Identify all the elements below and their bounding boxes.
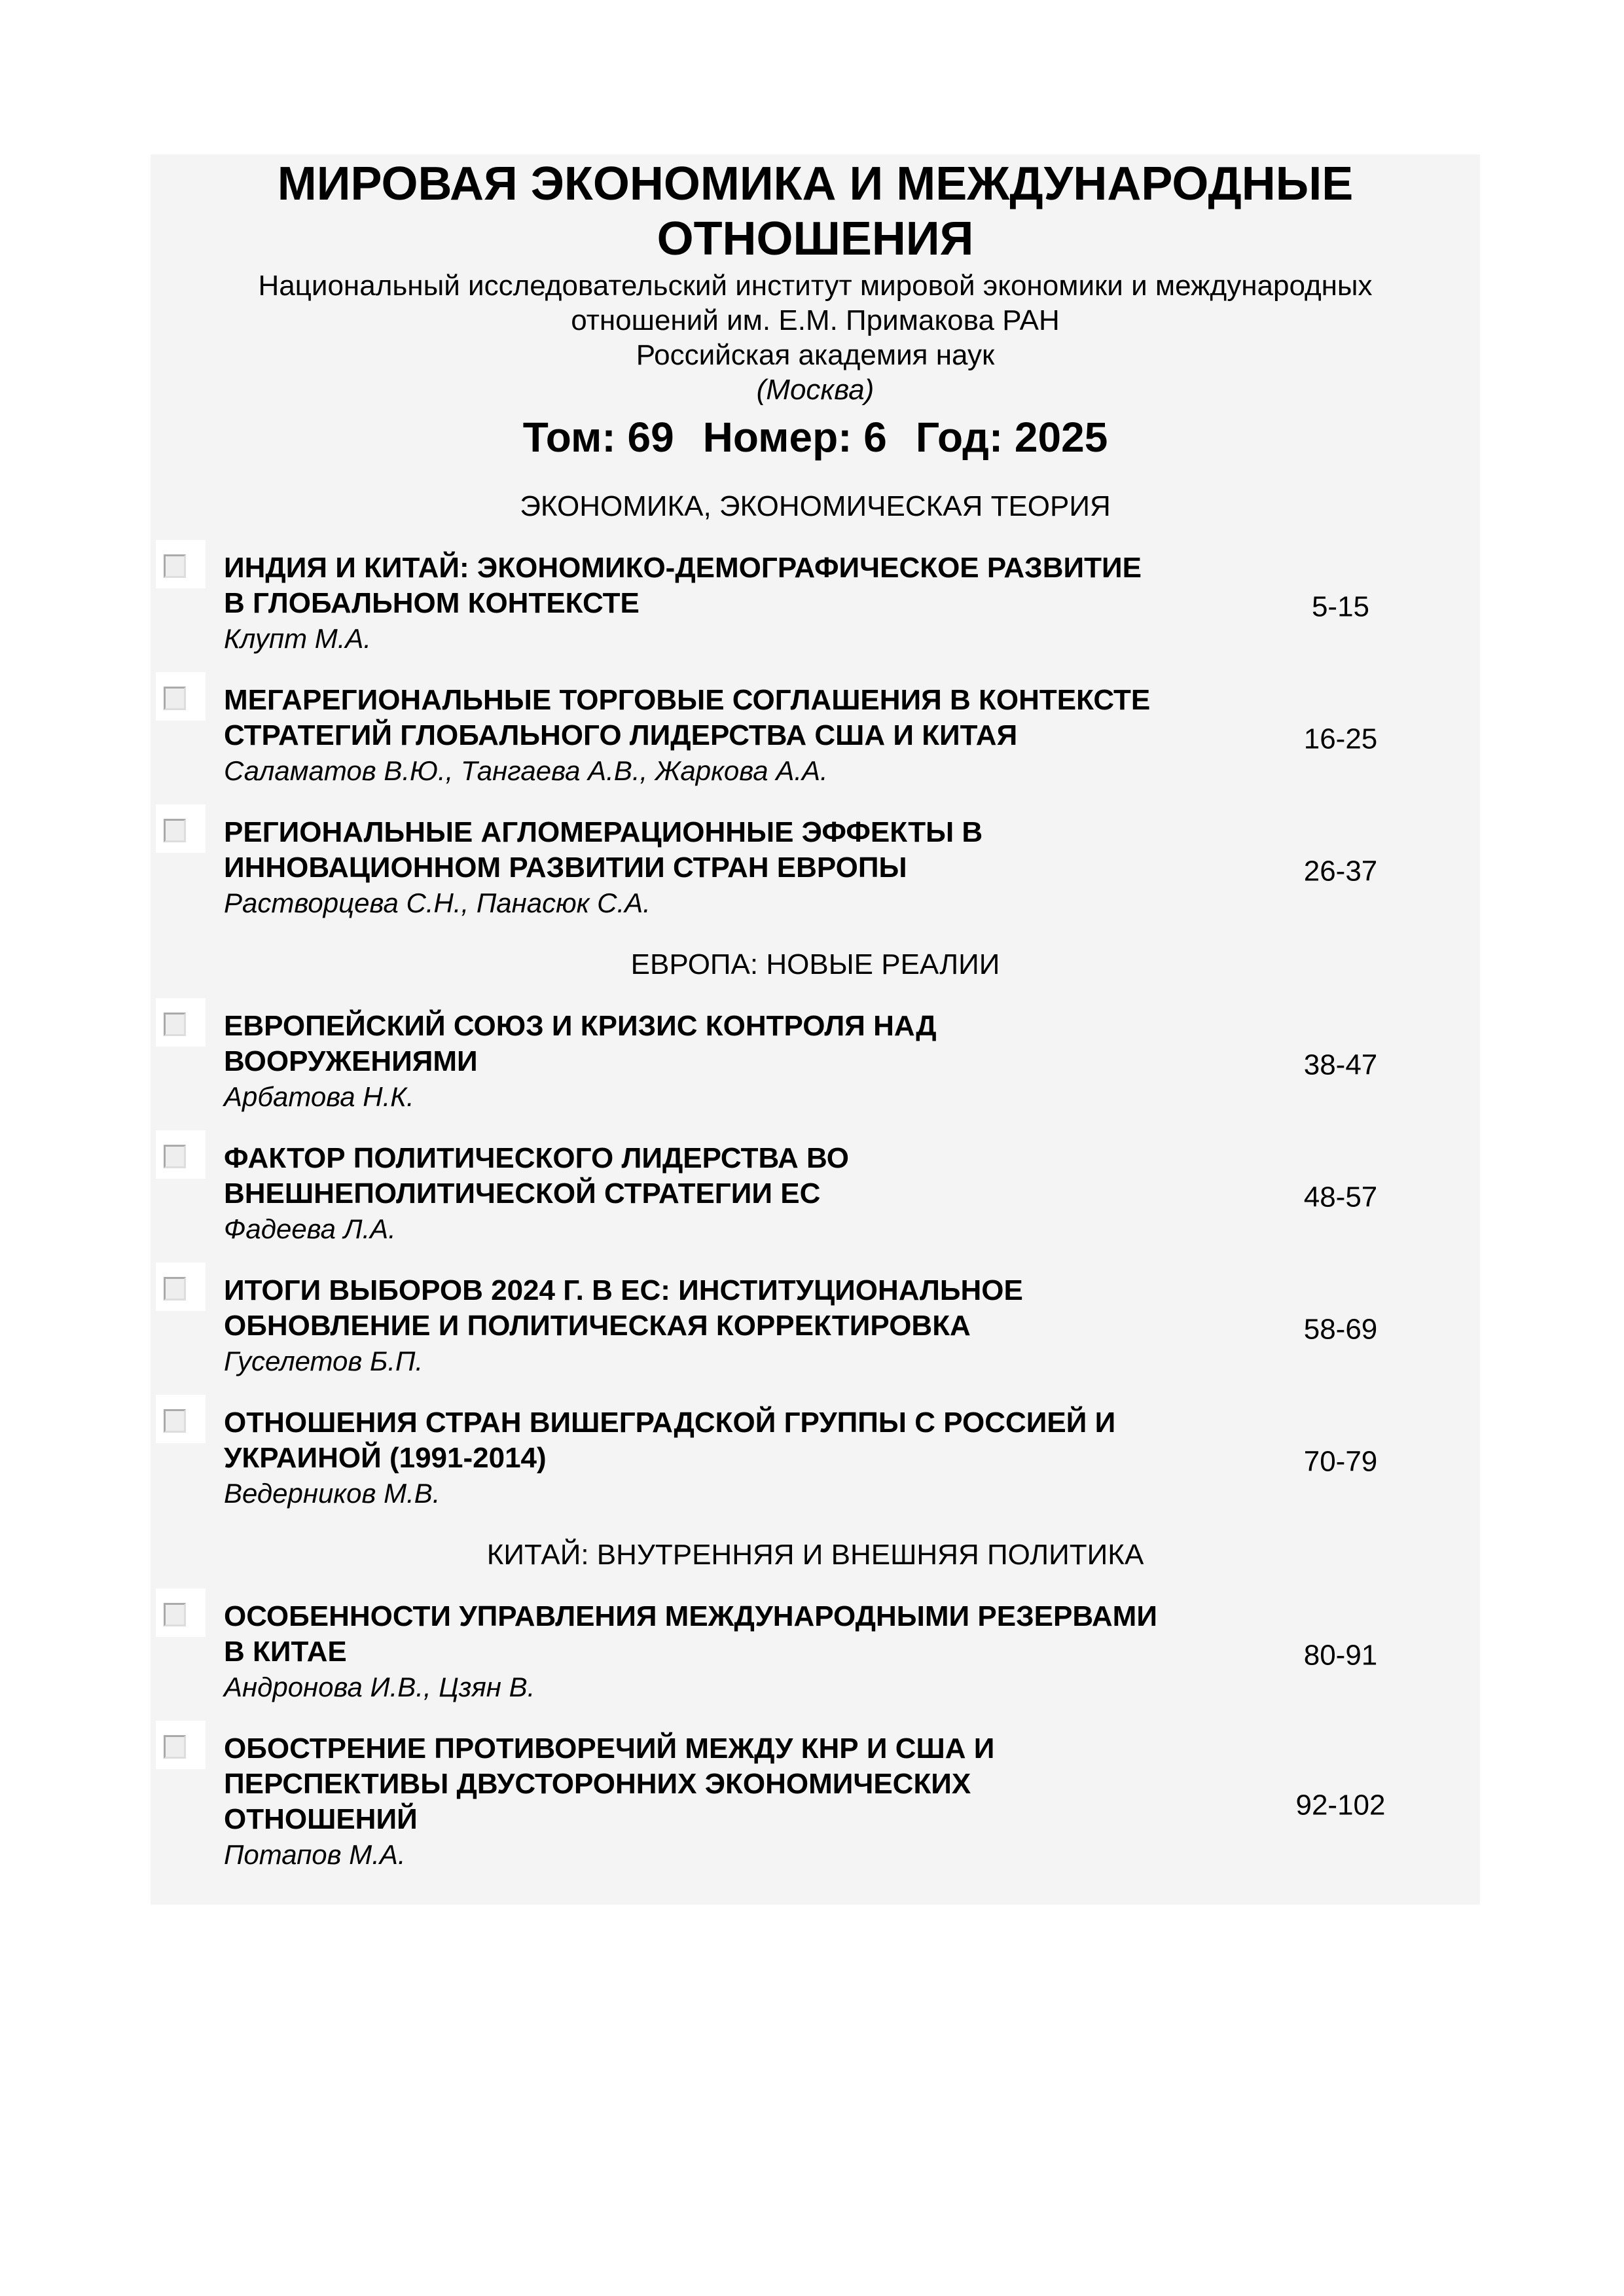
section-heading: ЕВРОПА: НОВЫЕ РЕАЛИИ	[630, 948, 1000, 980]
article-title-line[interactable]: ОТНОШЕНИЯ СТРАН ВИШЕГРАДСКОЙ ГРУППЫ С РОССИЕЙ И	[224, 1407, 1116, 1439]
section-heading: ЭКОНОМИКА, ЭКОНОМИЧЕСКАЯ ТЕОРИЯ	[520, 490, 1111, 522]
article-authors: Растворцева С.Н., Панасюк С.А.	[224, 888, 651, 918]
article-title-line[interactable]: ИТОГИ ВЫБОРОВ 2024 Г. В ЕС: ИНСТИТУЦИОНАЛЬНОЕ	[224, 1274, 1023, 1306]
article-item	[151, 683, 1480, 789]
article-authors: Саламатов В.Ю., Тангаева А.В., Жаркова А.А.	[224, 755, 828, 786]
checkbox-icon	[164, 1409, 186, 1433]
checkbox-icon	[164, 1013, 186, 1036]
article-pages: 48-57	[1303, 1181, 1378, 1213]
article-title-line[interactable]: ЕВРОПЕЙСКИЙ СОЮЗ И КРИЗИС КОНТРОЛЯ НАД	[224, 1010, 937, 1042]
article-item	[151, 1273, 1480, 1379]
article-title-line[interactable]: ОБНОВЛЕНИЕ И ПОЛИТИЧЕСКАЯ КОРРЕКТИРОВКА	[224, 1310, 971, 1342]
checkbox[interactable]	[156, 804, 206, 853]
article-title-line[interactable]: РЕГИОНАЛЬНЫЕ АГЛОМЕРАЦИОННЫЕ ЭФФЕКТЫ В	[224, 816, 983, 848]
article-pages: 38-47	[1303, 1049, 1378, 1081]
year: Год: 2025	[915, 414, 1108, 461]
journal-title-line: ОТНОШЕНИЯ	[657, 213, 974, 265]
city: (Москва)	[756, 374, 875, 406]
checkbox[interactable]	[156, 1395, 206, 1443]
checkbox[interactable]	[156, 1263, 206, 1311]
article-authors: Андронова И.В., Цзян В.	[224, 1672, 535, 1702]
publisher-line: Национальный исследовательский институт мировой экономики и международных	[258, 270, 1373, 302]
article-authors: Потапов М.А.	[224, 1839, 406, 1870]
publisher-line: отношений им. Е.М. Примакова РАН	[571, 304, 1060, 336]
checkbox[interactable]	[156, 1721, 206, 1769]
article-item	[151, 1599, 1480, 1705]
article-title-line[interactable]: В ГЛОБАЛЬНОМ КОНТЕКСТЕ	[224, 587, 640, 619]
checkbox-icon	[164, 819, 186, 842]
issue-number: Номер: 6	[702, 414, 887, 461]
checkbox-icon	[164, 1603, 186, 1626]
article-title-line[interactable]: ОТНОШЕНИЙ	[224, 1803, 418, 1835]
journal-title	[151, 156, 1480, 266]
article-authors: Гуселетов Б.П.	[224, 1346, 424, 1376]
article-authors: Ведерников М.В.	[224, 1478, 441, 1509]
article-title-line[interactable]: МЕГАРЕГИОНАЛЬНЫЕ ТОРГОВЫЕ СОГЛАШЕНИЯ В КОНТЕКСТЕ	[224, 684, 1151, 716]
article-pages: 70-79	[1303, 1445, 1378, 1478]
checkbox-icon	[164, 1277, 186, 1300]
article-title-line[interactable]: УКРАИНОЙ (1991-2014)	[224, 1442, 547, 1474]
article-title-line[interactable]: В КИТАЕ	[224, 1636, 347, 1668]
checkbox-icon	[164, 1145, 186, 1168]
article-title-line[interactable]: ОСОБЕННОСТИ УПРАВЛЕНИЯ МЕЖДУНАРОДНЫМИ РЕЗЕРВАМИ	[224, 1600, 1157, 1632]
article-item	[151, 1009, 1480, 1115]
checkbox[interactable]	[156, 540, 206, 588]
checkbox-icon	[164, 687, 186, 710]
article-item	[151, 1405, 1480, 1511]
checkbox-icon	[164, 1735, 186, 1759]
checkbox[interactable]	[156, 1130, 206, 1179]
article-item	[151, 1731, 1480, 1873]
article-authors: Арбатова Н.К.	[224, 1081, 414, 1112]
table-of-contents	[151, 489, 1480, 1899]
article-pages: 80-91	[1303, 1639, 1378, 1672]
article-authors: Клупт М.А.	[224, 623, 372, 654]
article-pages: 58-69	[1303, 1313, 1378, 1346]
checkbox-icon	[164, 554, 186, 578]
journal-title-line: МИРОВАЯ ЭКОНОМИКА И МЕЖДУНАРОДНЫЕ	[277, 158, 1354, 210]
section-heading: КИТАЙ: ВНУТРЕННЯЯ И ВНЕШНЯЯ ПОЛИТИКА	[486, 1539, 1144, 1571]
article-title-line[interactable]: СТРАТЕГИЙ ГЛОБАЛЬНОГО ЛИДЕРСТВА США И КИТАЯ	[224, 719, 1018, 751]
checkbox[interactable]	[156, 672, 206, 721]
article-authors: Фадеева Л.А.	[224, 1213, 396, 1244]
volume: Том: 69	[522, 414, 674, 461]
article-item	[151, 1141, 1480, 1247]
issue-info	[151, 411, 1480, 463]
article-pages: 16-25	[1303, 723, 1378, 755]
article-pages: 92-102	[1295, 1789, 1386, 1821]
checkbox[interactable]	[156, 998, 206, 1047]
article-title-line[interactable]: ОБОСТРЕНИЕ ПРОТИВОРЕЧИЙ МЕЖДУ КНР И США И	[224, 1732, 995, 1765]
article-title-line[interactable]: ВНЕШНЕПОЛИТИЧЕСКОЙ СТРАТЕГИИ ЕС	[224, 1177, 821, 1210]
article-pages: 26-37	[1303, 855, 1378, 888]
checkbox[interactable]	[156, 1588, 206, 1637]
publisher-line: Российская академия наук	[636, 339, 995, 371]
article-item	[151, 815, 1480, 921]
article-title-line[interactable]: ИНДИЯ И КИТАЙ: ЭКОНОМИКО-ДЕМОГРАФИЧЕСКОЕ РАЗВИТИЕ	[224, 552, 1142, 584]
article-title-line[interactable]: ВООРУЖЕНИЯМИ	[224, 1045, 478, 1077]
article-item	[151, 550, 1480, 656]
publisher	[151, 268, 1480, 407]
article-pages: 5-15	[1311, 590, 1370, 623]
article-title-line[interactable]: ПЕРСПЕКТИВЫ ДВУСТОРОННИХ ЭКОНОМИЧЕСКИХ	[224, 1768, 971, 1800]
article-title-line[interactable]: ФАКТОР ПОЛИТИЧЕСКОГО ЛИДЕРСТВА ВО	[224, 1142, 849, 1174]
article-title-line[interactable]: ИННОВАЦИОННОМ РАЗВИТИИ СТРАН ЕВРОПЫ	[224, 852, 907, 884]
